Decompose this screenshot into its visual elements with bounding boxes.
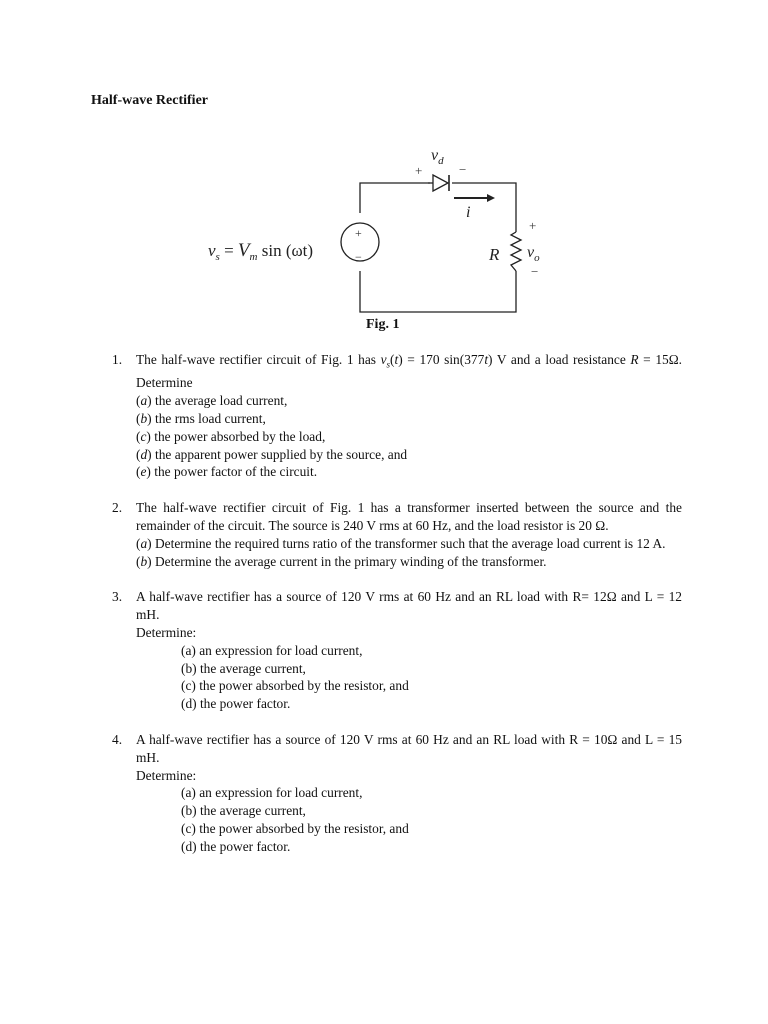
vs-subscript: s (386, 359, 391, 370)
part-text: the rms load current, (151, 411, 266, 427)
figure-caption: Fig. 1 (366, 317, 400, 332)
part-letter: c (140, 428, 147, 444)
source-vs-symbol: v (208, 241, 216, 260)
problem-number: 4. (112, 732, 123, 748)
part-letter: a (140, 393, 148, 409)
diode-vd-symbol: v (431, 147, 439, 164)
part-b: (b) the average current, (181, 803, 306, 819)
diode-vd-subscript: d (438, 155, 444, 167)
diode-minus-sign: − (459, 162, 467, 177)
diode-voltage-label (431, 147, 444, 167)
part-c: (c) the power absorbed by the resistor, and (181, 821, 409, 836)
problem-text: ) V and a load resistance (488, 352, 631, 367)
part-text: Determine the required turns ratio of the transformer such that the average load current is 12 A. (151, 535, 666, 551)
source-equation (208, 240, 313, 263)
part-text: the power absorbed by the load, (150, 428, 326, 444)
part-a: (a) Determine the required turns ratio of the transformer such that the average load current is 12 A. (136, 535, 666, 551)
problem-number: 1. (112, 352, 123, 367)
circuit-diagram-fig1 (200, 140, 580, 320)
diode-plus-sign: + (415, 163, 423, 178)
problem-text: ) = 170 sin(377 (398, 352, 485, 367)
part-b: (b) Determine the average current in the primary winding of the transformer. (136, 553, 547, 569)
problem-text: The half-wave rectifier circuit of Fig. 1 has (136, 352, 381, 367)
wire-top-right (452, 183, 516, 232)
part-a: (a) an expression for load current, (181, 642, 363, 658)
part-text: the average load current, (151, 393, 288, 409)
wire-top (360, 183, 430, 213)
problem-text: A half-wave rectifier has a source of 120 V rms at 60 Hz and an RL load with R= 12Ω and L = 12 mH. (136, 589, 682, 623)
part-letter: b (140, 553, 148, 569)
vo-plus-sign: + (529, 218, 537, 233)
vo-minus-sign: − (531, 264, 539, 279)
part-c: (c) the power absorbed by the load, (136, 428, 326, 444)
part-text: the apparent power supplied by the source, and (151, 446, 408, 462)
part-text: the power factor of the circuit. (150, 464, 318, 480)
page-title: Half-wave Rectifier (91, 93, 208, 108)
problem-number: 2. (112, 500, 123, 516)
source-vm-subscript: m (249, 251, 258, 263)
resistor-zigzag (511, 232, 521, 271)
vs-symbol: v (380, 352, 387, 367)
determine-label: Determine: (136, 767, 197, 783)
paren: ( (390, 352, 395, 367)
r-symbol: R (630, 352, 639, 367)
problem-2 (112, 499, 682, 570)
problem-text: The half-wave rectifier circuit of Fig. 1 has a transformer inserted between the source and the remainder of the circuit. The source is 240 V rms at 60 Hz, and the load resistor is 20 Ω. (136, 500, 682, 534)
part-c: (c) the power absorbed by the resistor, and (181, 678, 409, 694)
problem-number: 3. (112, 589, 123, 605)
problem-text: A half-wave rectifier has a source of 120 V rms at 60 Hz and an RL load with R = 10Ω and L = 15 mH. (136, 732, 682, 765)
part-letter: b (140, 411, 148, 427)
part-b: (b) the rms load current, (136, 411, 266, 427)
part-text: Determine the average current in the primary winding of the transformer. (151, 553, 547, 569)
problem-text: = 15Ω. Determine (136, 352, 683, 391)
vo-subscript: o (534, 252, 540, 264)
t-symbol: t (484, 352, 489, 367)
source-sin-function: sin (ωt) (257, 241, 314, 260)
problem-statement (136, 588, 682, 713)
problem-list (112, 351, 682, 856)
source-vs-subscript: s (215, 251, 220, 263)
resistor-label: R (489, 245, 500, 264)
part-d: (d) the apparent power supplied by the source, and (136, 446, 408, 462)
determine-label: Determine: (136, 625, 197, 641)
part-a: (a) an expression for load current, (181, 785, 363, 801)
output-voltage-label (527, 244, 540, 264)
part-e: (e) the power factor of the circuit. (136, 464, 318, 480)
part-b: (b) the average current, (181, 660, 306, 676)
problem-1 (112, 351, 682, 481)
part-letter: e (140, 464, 147, 480)
part-d: (d) the power factor. (181, 838, 291, 854)
problem-statement (136, 731, 682, 856)
source-vm-symbol: V (237, 240, 250, 261)
part-d: (d) the power factor. (181, 696, 291, 712)
wire-bottom (360, 271, 516, 312)
source-plus-sign: + (355, 226, 362, 240)
current-label: i (466, 204, 471, 221)
problem-3 (112, 588, 682, 713)
source-equals: = (219, 241, 238, 260)
part-letter: d (140, 446, 148, 462)
source-minus-sign: − (355, 250, 362, 264)
t-symbol: t (394, 352, 399, 367)
part-a: (a) the average load current, (136, 393, 288, 409)
vo-symbol: v (527, 244, 535, 261)
problem-statement (136, 499, 682, 570)
current-arrow-head (487, 194, 495, 202)
part-letter: a (140, 535, 148, 551)
problem-4 (112, 731, 682, 856)
diode-triangle (433, 175, 448, 191)
problem-statement (136, 351, 682, 481)
